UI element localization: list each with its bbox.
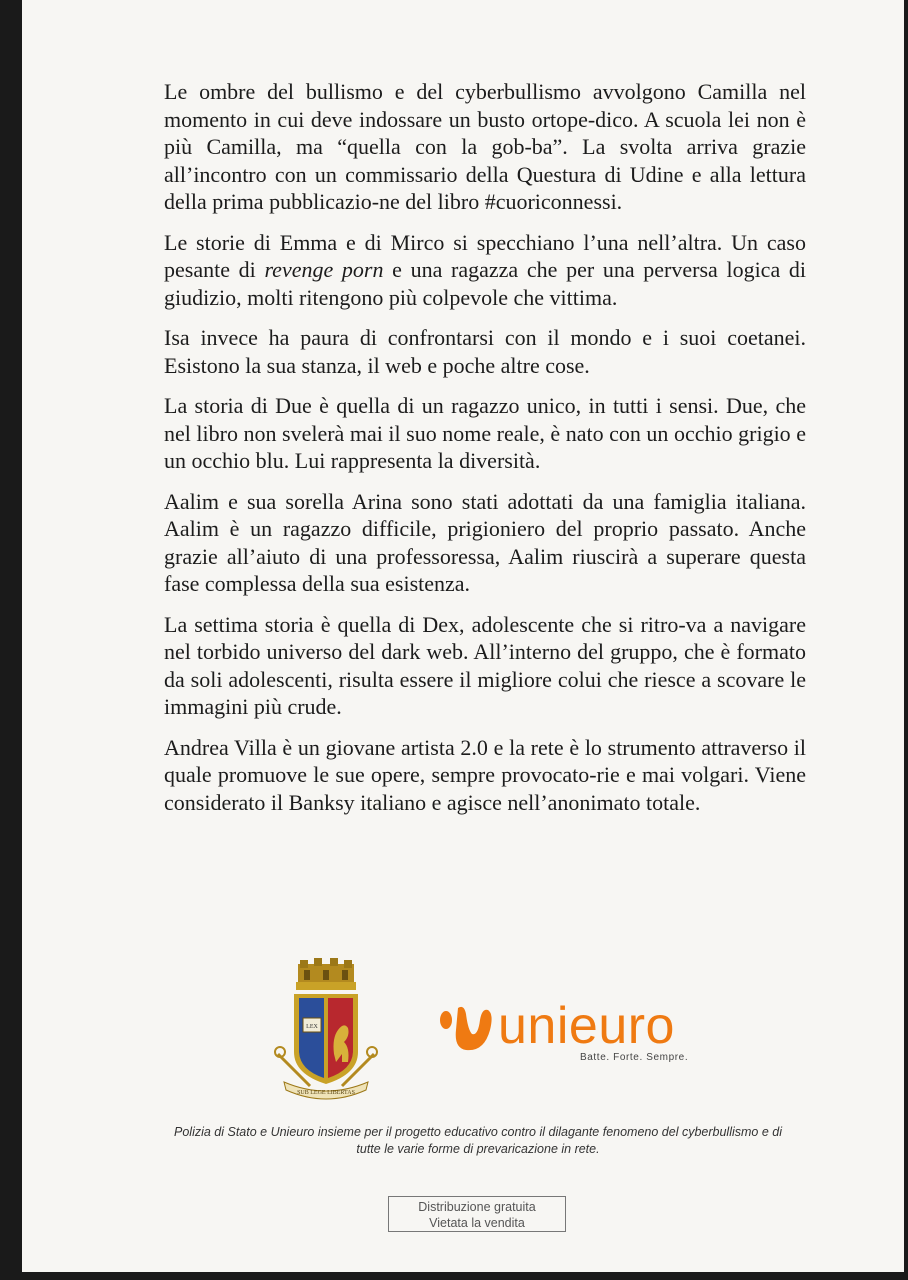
notice-line-2: Vietata la vendita	[429, 1216, 525, 1230]
unieuro-logo	[436, 997, 716, 1070]
paragraph-emma-mirco-italic: revenge porn	[264, 257, 384, 282]
free-distribution-box	[388, 1196, 566, 1232]
paragraph-due: La storia di Due è quella di un ragazzo unico, in tutti i sensi. Due, che nel libro non svelerà mai il suo nome reale, è nato con un occhio grigio e un occhio blu. Lui rappresenta la diversità.	[164, 393, 806, 473]
paragraph-emma-mirco-start: Le storie di Emma e di Mirco si specchiano l’una nell’altra. Un caso pesante di	[164, 229, 806, 282]
polizia-emblem-icon	[270, 958, 382, 1102]
emblem-motto-text: SUB LEGE LIBERTAS	[297, 1090, 355, 1096]
unieuro-tagline: Batte. Forte. Sempre.	[580, 1052, 689, 1063]
paragraph-dex: La settima storia è quella di Dex, adolescente che si ritro-va a navigare nel torbido universo del dark web. All’interno del gruppo, che è formato da soli adolescenti, risulta essere il migliore colui che riesce a scovare le immagini più crude.	[164, 611, 806, 719]
back-cover-page	[22, 0, 904, 1272]
paragraph-andrea-villa: Andrea Villa è un giovane artista 2.0 e la rete è lo strumento attraverso il quale promuove le sue opere, sempre provocato-rie e mai volgari. Viene considerato il Banksy italiano e agisce nell’anonimato totale.	[164, 734, 806, 815]
paragraph-emma-mirco-end: e una ragazza che per una perversa logica di giudizio, molti ritengono più colpevole che vittima.	[164, 257, 806, 310]
paragraph-emma-mirco	[164, 229, 806, 312]
synopsis-text	[164, 78, 806, 829]
paragraph-aalim: Aalim e sua sorella Arina sono stati adottati da una famiglia italiana. Aalim è un ragazzo difficile, prigioniero del proprio passato. Anche grazie all’aiuto di una professoressa, Aalim riuscirà a superare questa fase complessa della sua esistenza.	[164, 488, 806, 596]
notice-line-1: Distribuzione gratuita	[418, 1200, 536, 1214]
unieuro-mark-icon	[436, 1000, 494, 1060]
unieuro-wordmark: unieuro	[498, 997, 675, 1055]
paragraph-isa: Isa invece ha paura di confrontarsi con il mondo e i suoi coetanei. Esistono la sua stanza, il web e poche altre cose.	[164, 325, 806, 378]
partnership-caption: Polizia di Stato e Unieuro insieme per il progetto educativo contro il dilagante fenomeno del cyberbullismo e di tutte le varie forme di prevaricazione in rete.	[174, 1125, 782, 1156]
paragraph-camilla: Le ombre del bullismo e del cyberbullismo avvolgono Camilla nel momento in cui deve indossare un busto ortope-dico. A scuola lei non è più Camilla, ma “quella con la gob-ba”. La svolta arriva grazie all’incontro con un commissario della Questura di Udine e alla lettura della prima pubblicazio-ne del libro #cuoriconnessi.	[164, 79, 806, 214]
emblem-book-text: LEX	[306, 1024, 318, 1030]
